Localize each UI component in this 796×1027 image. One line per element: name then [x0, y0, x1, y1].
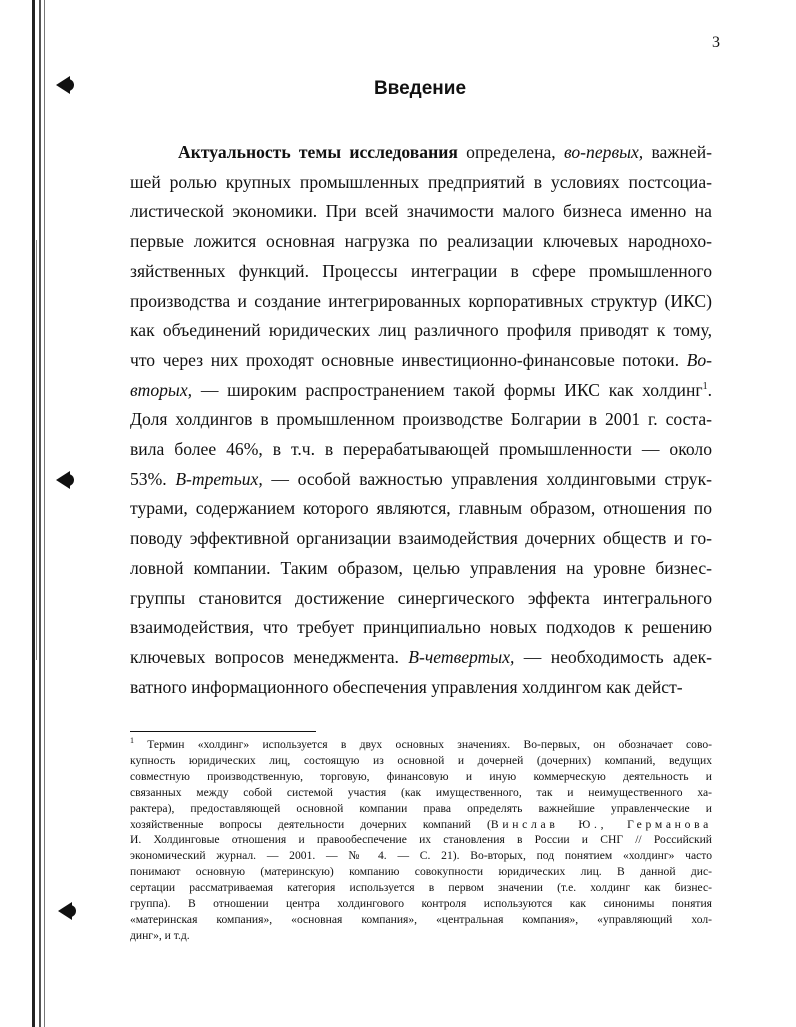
footnote-line	[130, 864, 712, 880]
text-run: купность юридических лиц, состоящую из основной и дочерней (дочерних) компаний, ведущих	[130, 753, 712, 767]
text-run: листической экономики. При всей значимости малого бизнеса именно на	[130, 201, 712, 222]
body-line	[130, 673, 712, 703]
text-run: динг», и т.д.	[130, 928, 190, 942]
text-run: Термин «холдинг» используется в двух основных значениях. Во-первых, он обозначает сово-	[134, 738, 712, 751]
footnote-line	[130, 896, 712, 912]
page-title: Введение	[373, 78, 467, 99]
body-line	[130, 168, 712, 198]
footnote-line	[130, 832, 712, 848]
body-line	[130, 584, 712, 614]
text-run: вторых,	[130, 379, 193, 400]
text-run: .	[707, 379, 712, 400]
text-run: во-первых,	[563, 142, 644, 162]
footnote-line	[130, 785, 712, 801]
body-text	[130, 138, 712, 702]
body-line	[130, 227, 712, 257]
scan-edge-line	[44, 0, 45, 1027]
text-run: В-третьих,	[175, 468, 263, 489]
text-run: — широким распространением такой формы ИКС как холдинг	[192, 379, 703, 400]
footnote-marker: 1	[130, 736, 134, 746]
text-run: Доля холдингов в промышленном производстве Болгарии в 2001 г. соста-	[130, 409, 712, 430]
text-run: Винслав Ю., Германова	[490, 817, 712, 831]
scan-edge-line	[36, 240, 37, 660]
footnote-line	[130, 817, 712, 833]
footnote-line	[130, 912, 712, 928]
body-line	[130, 613, 712, 643]
text-run: зяйственных функций. Процессы интеграции в сфере промышленного	[130, 260, 712, 281]
text-run: ватного информационного обеспечения управления холдингом как дейст-	[130, 676, 683, 697]
scan-edge-line	[32, 0, 35, 1027]
text-run: — особой важностью управления холдинговыми струк-	[262, 468, 712, 489]
body-line	[130, 405, 712, 435]
footnote-marker: 1	[702, 380, 708, 392]
text-run: связанных между собой системой участия (как имущественного, так и неимущественного ха-	[130, 785, 712, 799]
text-run: производства и создание интегрированных корпоративных структур (ИКС)	[130, 290, 712, 311]
text-run: хозяйственные вопросы деятельности дочерних компаний (	[130, 817, 491, 831]
text-run: ловной компании. Таким образом, целью управления на уровне бизнес-	[130, 557, 712, 578]
body-line	[130, 138, 712, 168]
body-line	[130, 435, 712, 465]
scan-edge-line	[39, 0, 41, 1027]
text-run: первые ложится основная нагрузка по реализации ключевых народнохо-	[130, 231, 712, 252]
footnote-line	[130, 769, 712, 785]
text-run: как объединений юридических лиц различного профиля приводят к тому,	[130, 320, 712, 341]
text-run: турами, содержанием которого являются, главным образом, отношения по	[130, 498, 712, 519]
body-line	[130, 376, 712, 406]
text-run: группы становится достижение синергического эффекта интегрального	[130, 587, 712, 608]
text-run: определена,	[457, 142, 564, 162]
text-run: Актуальность темы исследования	[178, 142, 458, 162]
footnote-line	[130, 880, 712, 896]
text-run: 53%.	[130, 468, 176, 489]
footnote-line	[130, 753, 712, 769]
footnote-line	[130, 928, 712, 944]
text-run: экономический журнал. — 2001. — № 4. — С. 21). Во-вторых, под понятием «холдинг» часто	[130, 849, 712, 863]
text-run: группа). В отношении центра холдингового контроля используются как синонимы понятия	[130, 897, 712, 911]
page-number: 3	[712, 34, 720, 51]
text-run: поводу эффективной организации взаимодействия дочерних обществ и го-	[130, 528, 712, 549]
text-run: что через них проходят основные инвестиционно-финансовые потоки.	[130, 349, 687, 370]
text-run: взаимодействия, что требует принципиально новых подходов к решению	[130, 617, 712, 638]
text-run: сертации рассматриваемая категория используется в первом значении (т.е. холдинг как бизнес-	[130, 881, 712, 895]
footnote-line	[130, 848, 712, 864]
text-run: В-четвертых,	[408, 646, 515, 667]
body-line	[130, 316, 712, 346]
body-line	[130, 554, 712, 584]
footnote-line	[130, 737, 712, 753]
footnote	[130, 737, 712, 944]
text-run: вила более 46%, в т.ч. в перерабатывающей промышленности — около	[130, 439, 712, 460]
text-run: рактера), предоставляющей основной компании права определять важнейшие управленческие и	[130, 801, 712, 815]
footnote-divider	[130, 731, 316, 732]
text-run: — необходимость адек-	[514, 646, 712, 667]
body-line	[130, 287, 712, 317]
text-run: важней-	[643, 142, 713, 162]
text-run: понимают основную (материнскую) компанию совокупности юридических лиц. В данной дис-	[130, 865, 712, 879]
footnote-line	[130, 801, 712, 817]
text-run: Во-	[686, 349, 712, 370]
text-run: шей ролью крупных промышленных предприятий в условиях постсоциа-	[130, 171, 712, 192]
text-run: совместную производственную, торговую, финансовую и иную коммерческую деятельность и	[130, 769, 712, 783]
body-line	[130, 197, 712, 227]
body-line	[130, 643, 712, 673]
body-line	[130, 524, 712, 554]
body-line	[130, 465, 712, 495]
body-line	[130, 257, 712, 287]
text-run: ключевых вопросов менеджмента.	[130, 646, 409, 667]
body-line	[130, 346, 712, 376]
text-run: «материнская компания», «основная компания», «центральная компания», «управляющий хол-	[130, 912, 712, 926]
text-run: И. Холдинговые отношения и правообеспечение их становления в России и СНГ // Российский	[130, 833, 712, 847]
body-line	[130, 494, 712, 524]
